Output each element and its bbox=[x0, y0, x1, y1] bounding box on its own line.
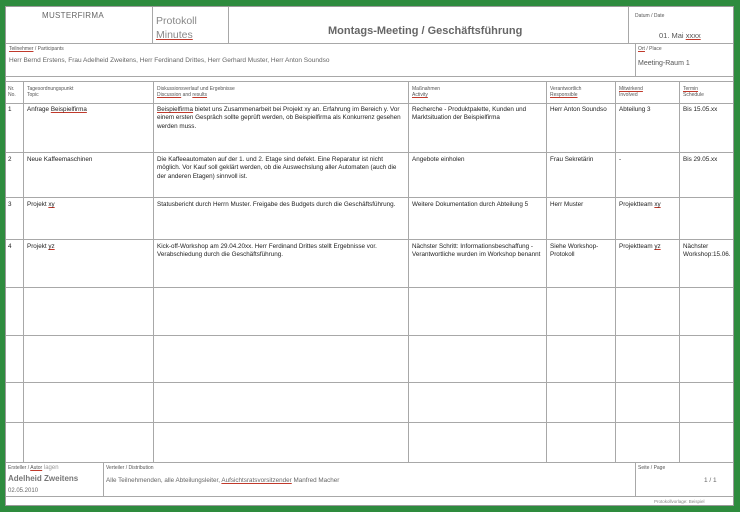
author-label: Ersteller / Autor lagen bbox=[8, 465, 59, 471]
row-discussion: Statusbericht durch Herrn Muster. Freigabe des Budgets durch die Geschäftsführung. bbox=[157, 201, 396, 208]
row-responsible: Frau Sekretärin bbox=[550, 156, 594, 163]
date-label: Datum / Date bbox=[635, 13, 665, 19]
distribution-value: Alle Teilnehmenden, alle Abteilungsleiter, Aufsichtsratsvorsitzender Manfred Macher bbox=[106, 477, 340, 484]
distribution-label: Verteiler / Distribution bbox=[106, 465, 154, 471]
place-value: Meeting-Raum 1 bbox=[638, 60, 690, 67]
row-involved: Projektteam xy bbox=[619, 201, 661, 208]
date-value: 01. Mai xxxx bbox=[659, 31, 701, 40]
page-label: Seite / Page bbox=[638, 465, 666, 471]
row-responsible: Herr Muster bbox=[550, 201, 584, 208]
row-activity: Weitere Dokumentation durch Abteilung 5 bbox=[412, 201, 529, 208]
col-header-nr: Nr. No. bbox=[8, 86, 16, 98]
row-discussion: Kick-off-Workshop am 29.04.20xx. Herr Ferdinand Drittes stellt Ergebnisse vor. Verabschiedung durch die Geschäftsführung. bbox=[157, 243, 377, 259]
row-topic: Anfrage Beispielfirma bbox=[27, 106, 87, 113]
col-header-schedule: Termin Schedule bbox=[683, 86, 704, 98]
author-date: 02.05.2010 bbox=[8, 488, 39, 494]
row-nr: 2 bbox=[8, 156, 12, 163]
row-topic: Neue Kaffeemaschinen bbox=[27, 156, 93, 163]
col-header-topic: Tagesordnungspunkt Topic bbox=[27, 86, 74, 98]
row-involved: Abteilung 3 bbox=[619, 106, 651, 113]
row-nr: 4 bbox=[8, 243, 12, 250]
row-topic: Projekt yz bbox=[27, 243, 55, 250]
row-nr: 3 bbox=[8, 201, 12, 208]
row-activity: Recherche - Produktpalette, Kunden und Marktsituation der Beispielfirma bbox=[412, 106, 527, 122]
col-header-involved: Mitwirkend Involved bbox=[619, 86, 643, 98]
row-activity: Angebote einholen bbox=[412, 156, 465, 163]
col-header-activity: Maßnahmen Activity bbox=[412, 86, 441, 98]
row-discussion: Beispielfirma bietet uns Zusammenarbeit bei Projekt xy an. Erfahrung im Bereich y. Vor einem ersten Gespräch sollte geprüft werden, ob Beispielfirma als Konkurrenz gesehen werden muss. bbox=[157, 106, 401, 130]
row-activity: Nächster Schritt: Informationsbeschaffung - Verantwortliche wurden im Workshop benannt bbox=[412, 243, 541, 259]
row-discussion: Die Kaffeeautomaten auf der 1. und 2. Etage sind defekt. Eine Reparatur ist nicht möglich. Vor Kauf soll geklärt werden, ob die Auswechslung aller Automaten (auch die der anderen Etagen) sinnvoll ist. bbox=[157, 156, 397, 180]
row-schedule: Nächster Workshop:15.06. bbox=[683, 243, 731, 259]
row-involved: - bbox=[619, 156, 622, 163]
page-title: Montags-Meeting / Geschäftsführung bbox=[328, 25, 523, 37]
participants-label: Teilnehmer / Participants bbox=[9, 46, 64, 52]
row-responsible: Siehe Workshop-Protokoll bbox=[550, 243, 599, 259]
place-label: Ort / Place bbox=[638, 46, 662, 52]
row-schedule: Bis 15.05.xx bbox=[683, 106, 718, 113]
col-header-responsible: Verantwortlich Responsible bbox=[550, 86, 582, 98]
row-nr: 1 bbox=[8, 106, 12, 113]
template-note: Protokollvorlage: Beispiel bbox=[654, 499, 705, 504]
protocol-sheet bbox=[5, 6, 734, 506]
author-name: Adelheid Zweitens bbox=[8, 474, 79, 483]
doc-type-en: Minutes bbox=[156, 29, 193, 41]
doc-type-de: Protokoll bbox=[156, 15, 197, 27]
row-involved: Projektteam yz bbox=[619, 243, 661, 250]
page-number: 1 / 1 bbox=[704, 477, 717, 484]
row-responsible: Herr Anton Soundso bbox=[550, 106, 607, 113]
col-header-discussion: Diskussionsverlauf und Ergebnisse Discussion and results bbox=[157, 86, 235, 98]
row-schedule: Bis 29.05.xx bbox=[683, 156, 718, 163]
row-topic: Projekt xy bbox=[27, 201, 55, 208]
participants-value: Herr Bernd Erstens, Frau Adelheid Zweitens, Herr Ferdinand Drittes, Herr Gerhard Muster, Herr Anton Soundso bbox=[9, 57, 330, 64]
company-name: MUSTERFIRMA bbox=[42, 11, 104, 20]
